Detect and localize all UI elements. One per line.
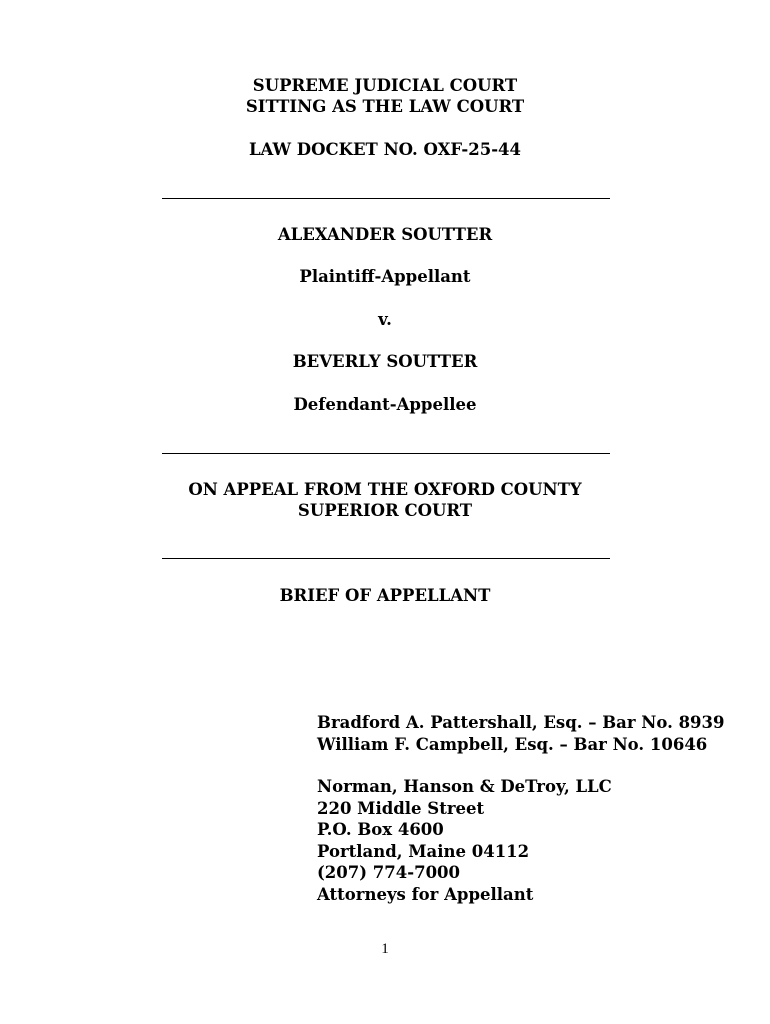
appeal-statement: ON APPEAL FROM THE OXFORD COUNTY SUPERIOR COURT <box>188 480 582 520</box>
defendant-name: BEVERLY SOUTTER <box>292 352 478 371</box>
brief-title: BRIEF OF APPELLANT <box>279 586 491 605</box>
firm-po-box: P.O. Box 4600 <box>317 820 444 839</box>
firm-role: Attorneys for Appellant <box>317 884 534 904</box>
plaintiff-role: Plaintiff-Appellant <box>299 267 471 286</box>
firm-city: Portland, Maine 04112 <box>317 841 530 861</box>
versus: v. <box>378 310 392 329</box>
section-divider <box>162 453 610 454</box>
section-divider <box>162 198 610 199</box>
docket-number: LAW DOCKET NO. OXF-25-44 <box>248 140 522 159</box>
firm-name: Norman, Hanson & DeTroy, LLC <box>317 777 612 796</box>
plaintiff-name: ALEXANDER SOUTTER <box>277 225 493 244</box>
firm-address <box>317 776 612 905</box>
attorney-name-line: William F. Campbell, Esq. – Bar No. 10646 <box>317 734 708 754</box>
court-sitting: SITTING AS THE LAW COURT <box>245 97 525 116</box>
court-name: SUPREME JUDICIAL COURT <box>252 76 518 95</box>
attorney-name-line: Bradford A. Pattershall, Esq. – Bar No. 8939 <box>317 713 725 732</box>
section-divider <box>162 558 610 559</box>
page-number: 1 <box>381 941 389 957</box>
attorney-names <box>317 712 725 755</box>
firm-phone: (207) 774-7000 <box>317 863 461 882</box>
defendant-role: Defendant-Appellee <box>293 395 477 414</box>
firm-street: 220 Middle Street <box>317 798 485 818</box>
